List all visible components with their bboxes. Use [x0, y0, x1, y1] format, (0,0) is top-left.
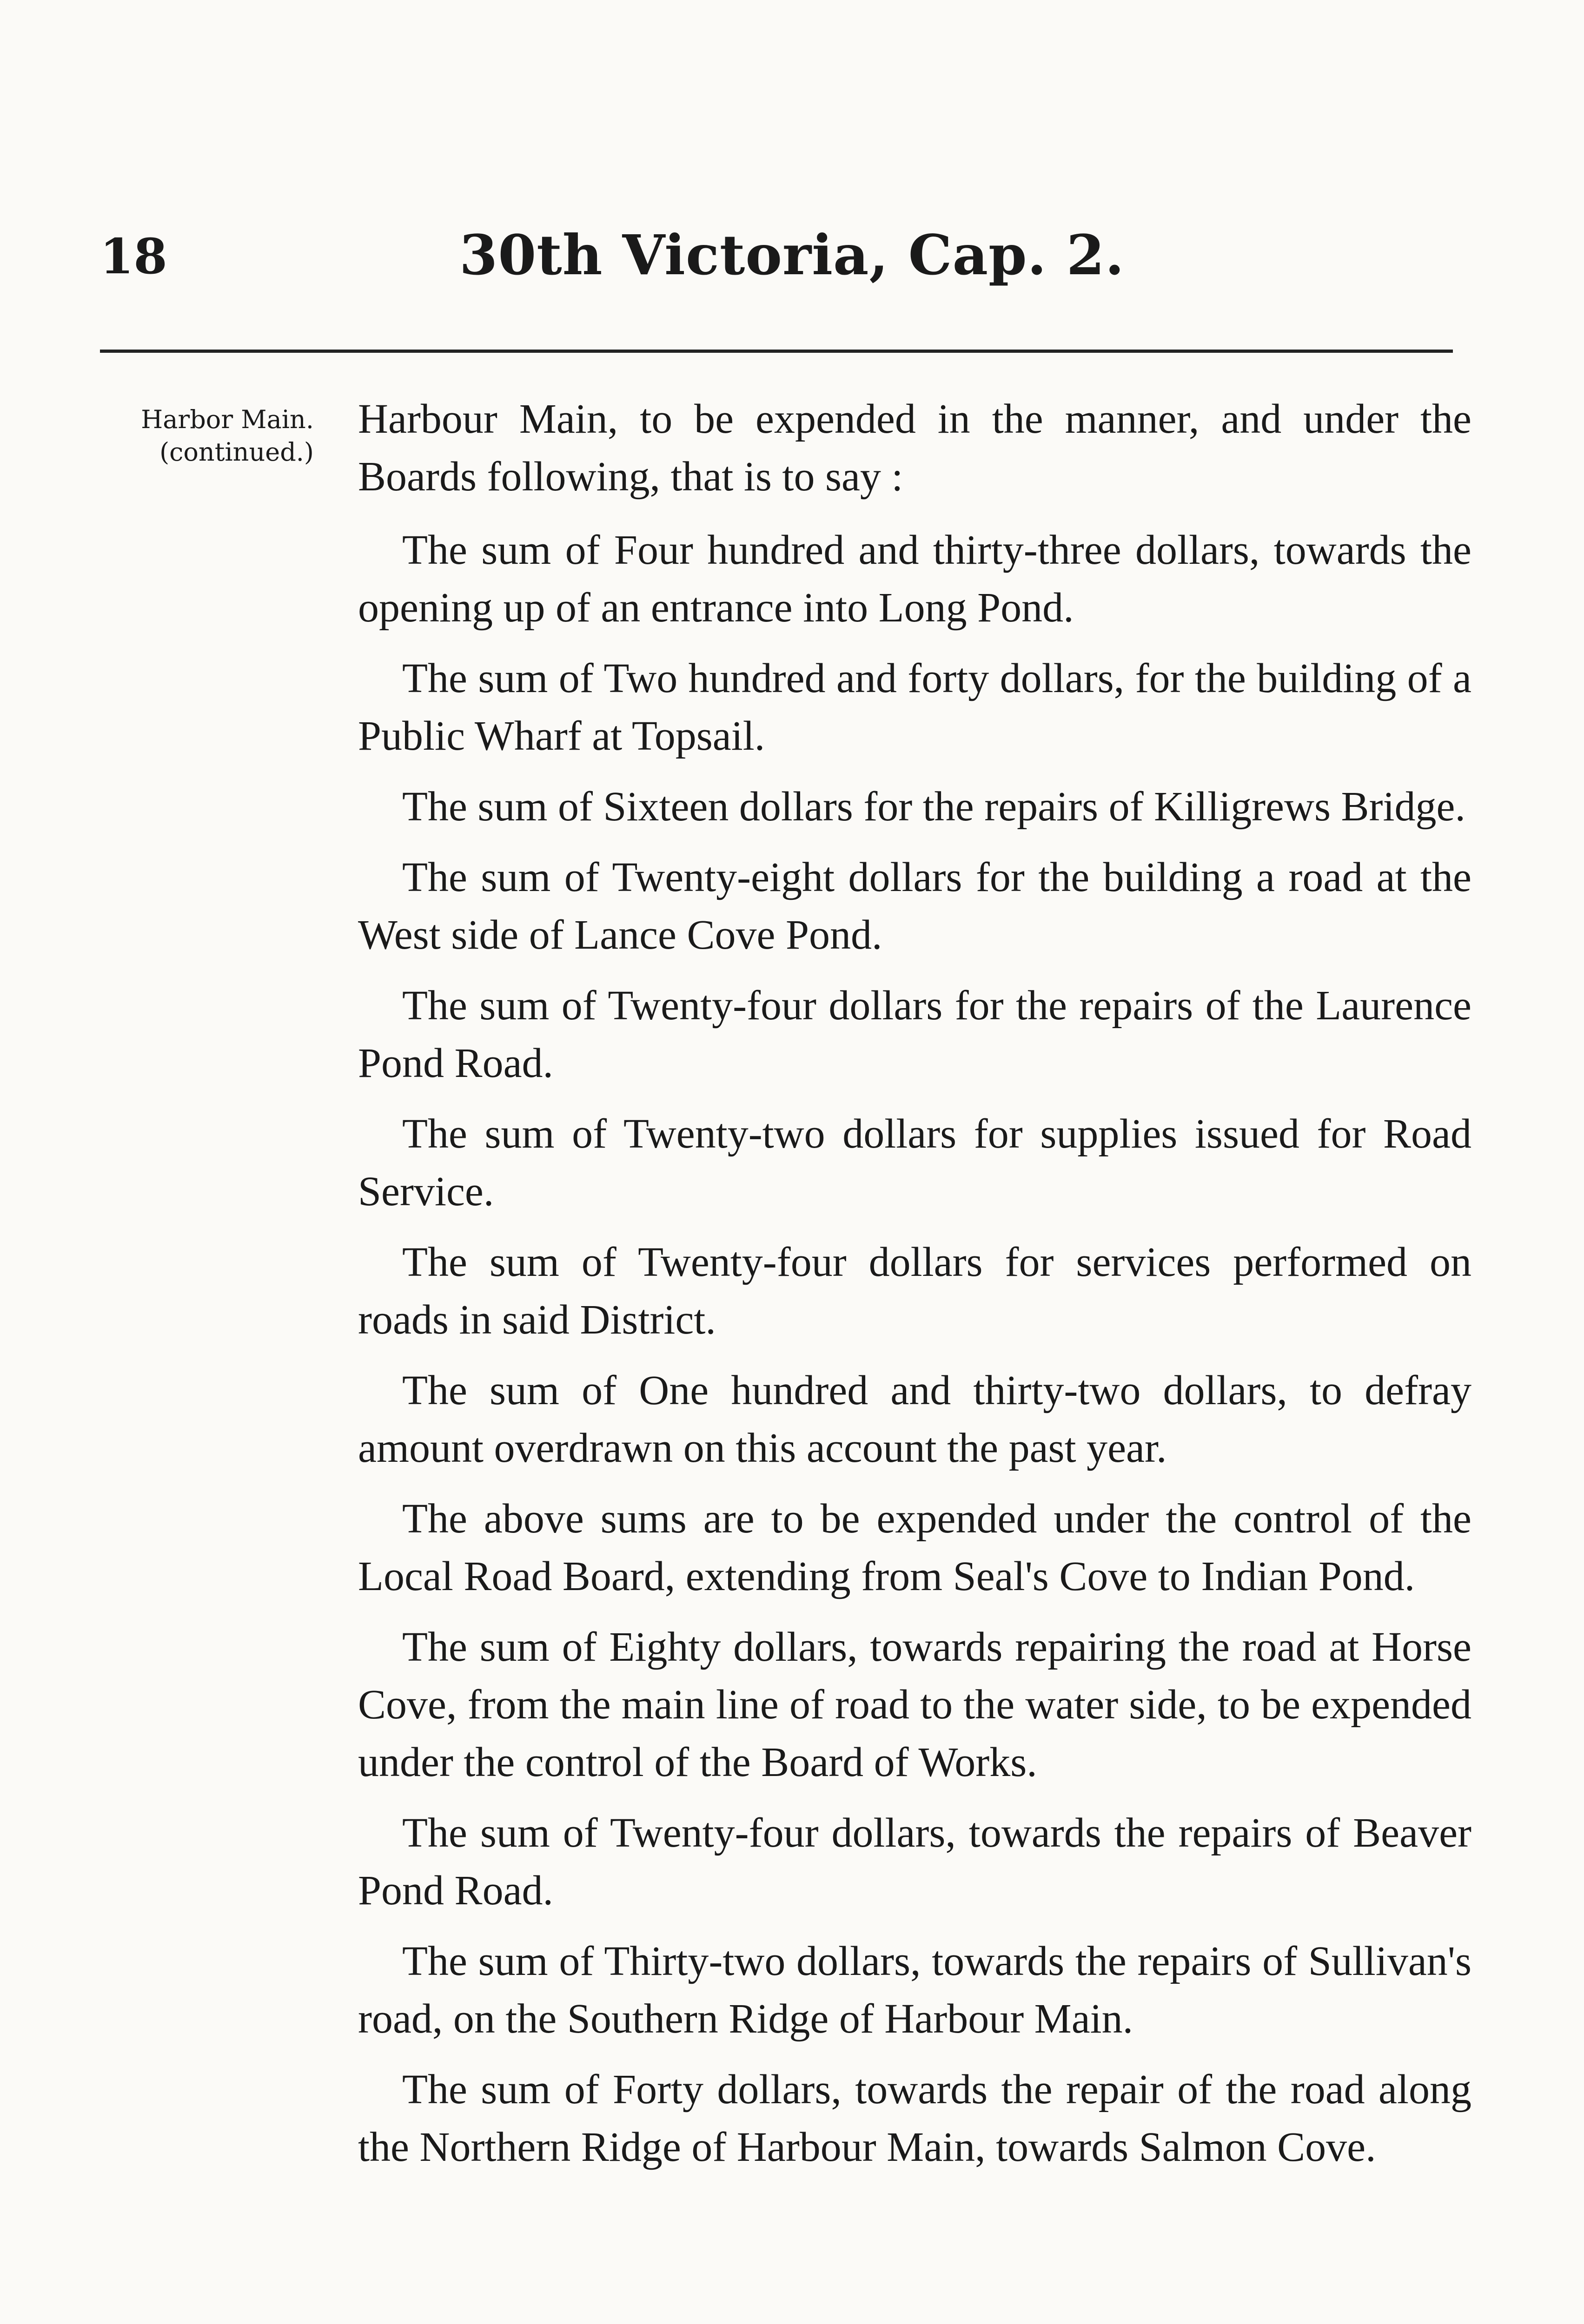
margin-note — [100, 403, 314, 469]
paragraph: The sum of Twenty-two dollars for supplies issued for Road Service. — [358, 1111, 1471, 1215]
margin-note-title: Harbor Main. — [141, 405, 314, 434]
paragraph: The sum of Four hundred and thirty-three dollars, towards the opening up of an entrance into Long Pond. — [358, 527, 1471, 631]
margin-note-continued: (continued.) — [159, 437, 314, 467]
header-rule — [100, 350, 1453, 353]
paragraph: The sum of Thirty-two dollars, towards the repairs of Sullivan's road, on the Southern Ridge of Harbour Main. — [358, 1938, 1471, 2042]
paragraph: The sum of Eighty dollars, towards repairing the road at Horse Cove, from the main line of road to the water side, to be expended under the control of the Board of Works. — [358, 1624, 1471, 1785]
paragraph: The sum of Two hundred and forty dollars, for the building of a Public Wharf at Topsail. — [358, 655, 1471, 759]
paragraph: The sum of Twenty-eight dollars for the building a road at the West side of Lance Cove Pond. — [358, 854, 1471, 958]
paragraph: The above sums are to be expended under the control of the Local Road Board, extending from Seal's Cove to Indian Pond. — [358, 1496, 1471, 1599]
running-head: 30th Victoria, Cap. 2. — [459, 223, 1125, 287]
page-number: 18 — [100, 228, 167, 285]
paragraph-intro: Harbour Main, to be expended in the manner, and under the Boards following, that is to say : — [358, 396, 1471, 500]
body-text — [358, 390, 1471, 2189]
paragraph: The sum of Forty dollars, towards the repair of the road along the Northern Ridge of Harbour Main, towards Salmon Cove. — [358, 2067, 1471, 2170]
paragraph: The sum of Twenty-four dollars for services performed on roads in said District. — [358, 1239, 1471, 1343]
paragraph: The sum of Twenty-four dollars for the repairs of the Laurence Pond Road. — [358, 983, 1471, 1086]
paragraph: The sum of One hundred and thirty-two dollars, to defray amount overdrawn on this account the past year. — [358, 1367, 1471, 1471]
paragraph: The sum of Twenty-four dollars, towards the repairs of Beaver Pond Road. — [358, 1810, 1471, 1914]
paragraph: The sum of Sixteen dollars for the repairs of Killigrews Bridge. — [402, 784, 1465, 830]
